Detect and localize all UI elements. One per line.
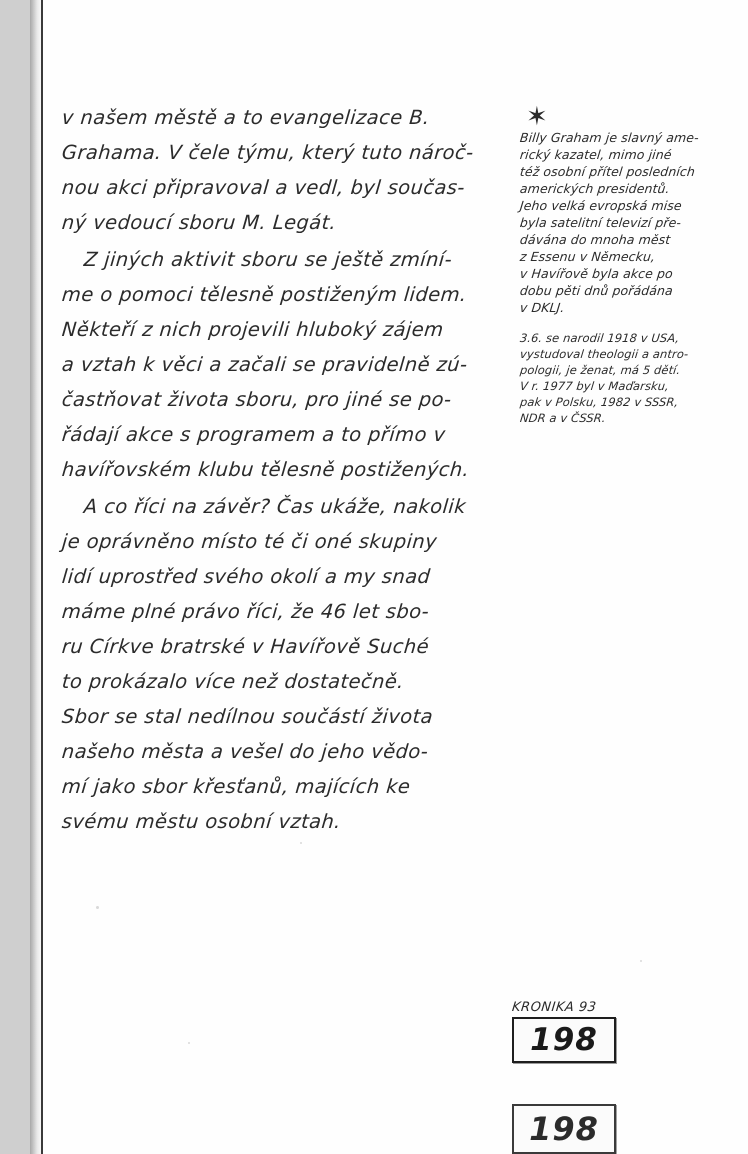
note-line: vystudoval theologii a antro-	[519, 347, 690, 361]
paragraph	[62, 100, 502, 240]
note-line: v DKLJ.	[519, 300, 566, 315]
margin-note-biography	[520, 330, 712, 426]
text-line: A co říci na závěr? Čas ukáže, nakolik	[82, 495, 467, 518]
page-number-duplicate: 198	[529, 1110, 599, 1148]
text-line: Grahama. V čele týmu, který tuto nároč-	[60, 141, 475, 164]
text-line: ný vedoucí sboru M. Legát.	[60, 211, 338, 234]
text-line: řádají akce s programem a to přímo v	[60, 423, 447, 446]
page-number-stamp-duplicate	[512, 1104, 622, 1154]
note-line: Billy Graham je slavný ame-	[519, 130, 700, 145]
book-gutter-shadow	[0, 0, 30, 1154]
text-line: Z jiných aktivit sboru se ještě zmíní-	[82, 248, 454, 271]
note-line: 3.6. se narodil 1918 v USA,	[519, 331, 681, 345]
scan-speck	[188, 1042, 190, 1044]
page-number: 198	[530, 1022, 598, 1058]
text-line: me o pomoci tělesně postiženým lidem.	[60, 283, 468, 306]
paragraph	[62, 489, 502, 839]
margin-notes-column	[519, 102, 712, 440]
text-line: v našem městě a to evangelizace B.	[60, 106, 431, 129]
margin-note-billy-graham	[520, 129, 712, 316]
text-line: ru Církve bratrské v Havířově Suché	[60, 635, 431, 658]
text-line: havířovském klubu tělesně postižených.	[60, 458, 471, 481]
scan-speck	[640, 960, 642, 962]
handwritten-body-text	[62, 100, 502, 841]
text-line: a vztah k věci a začali se pravidelně zú-	[60, 353, 469, 376]
note-line: amerických presidentů.	[519, 181, 671, 196]
scan-speck	[300, 842, 302, 844]
text-line: je oprávněno místo té či oné skupiny	[60, 530, 439, 553]
note-line: byla satelitní televizí pře-	[519, 215, 682, 230]
text-line: častňovat života sboru, pro jiné se po-	[60, 388, 453, 411]
text-line: našeho města a vešel do jeho vědo-	[60, 740, 430, 763]
page-number-stamp	[512, 1000, 622, 1063]
page-number-box	[512, 1017, 616, 1063]
note-line: pak v Polsku, 1982 v SSSR,	[519, 395, 679, 409]
note-line: V r. 1977 byl v Maďarsku,	[519, 379, 670, 393]
note-line: rický kazatel, mimo jiné	[519, 147, 673, 162]
page-number-box-duplicate	[512, 1104, 616, 1154]
note-line: též osobní přítel posledních	[519, 164, 696, 179]
text-line: to prokázalo více než dostatečně.	[60, 670, 405, 693]
text-line: mí jako sbor křesťanů, majících ke	[60, 775, 412, 798]
note-line: NDR a v ČSSR.	[519, 411, 607, 425]
note-line: dobu pěti dnů pořádána	[519, 283, 674, 298]
text-line: Někteří z nich projevili hluboký zájem	[60, 318, 445, 341]
note-line: pologii, je ženat, má 5 dětí.	[519, 363, 682, 377]
text-line: Sbor se stal nedílnou součástí života	[60, 705, 435, 728]
chronicle-label: KRONIKA 93	[511, 1000, 598, 1015]
paragraph	[62, 242, 502, 487]
text-line: máme plné právo říci, že 46 let sbo-	[60, 600, 431, 623]
text-line: lidí uprostřed svého okolí a my snad	[60, 565, 432, 588]
note-line: Jeho velká evropská mise	[519, 198, 683, 213]
asterisk-icon: ✶	[526, 102, 548, 132]
note-line: dávána do mnoha měst	[519, 232, 672, 247]
text-line: svému městu osobní vztah.	[60, 810, 342, 833]
scan-speck	[96, 906, 99, 909]
note-line: z Essenu v Německu,	[519, 249, 656, 264]
text-line: nou akci připravoval a vedl, byl součas-	[60, 176, 466, 199]
note-line: v Havířově byla akce po	[519, 266, 674, 281]
